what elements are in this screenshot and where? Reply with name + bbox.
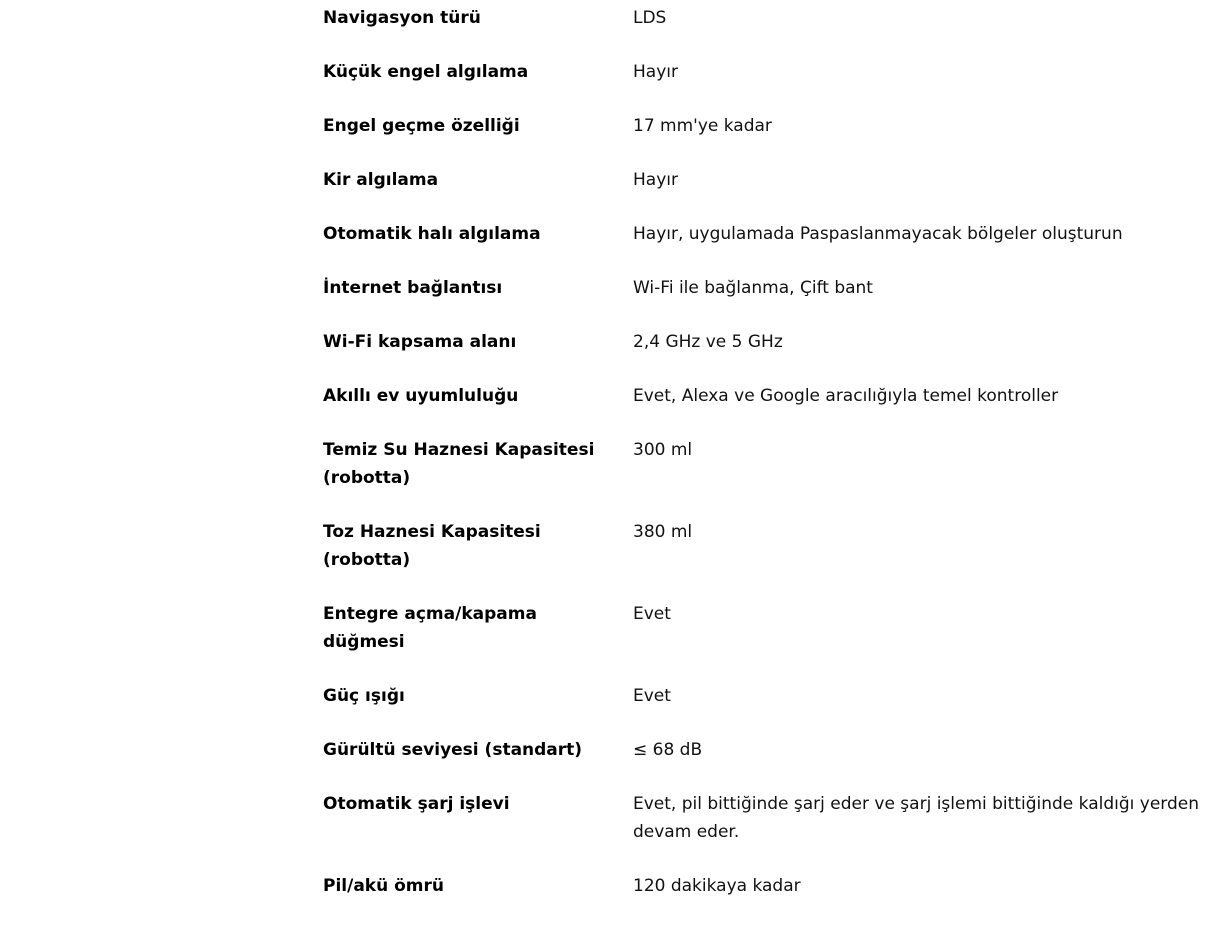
spec-label: Wi-Fi kapsama alanı [323, 332, 517, 352]
spec-value: Evet, Alexa ve Google aracılığıyla temel kontroller [633, 386, 1059, 406]
spec-value: Evet, pil bittiğinde şarj eder ve şarj işlemi bittiğinde kaldığı yerden devam eder. [633, 794, 1200, 842]
spec-label: Gürültü seviyesi (standart) [323, 740, 583, 760]
spec-label: Temiz Su Haznesi Kapasitesi (robotta) [323, 440, 595, 488]
spec-row-wifi-range [323, 328, 1213, 382]
spec-value: 300 ml [633, 440, 693, 460]
spec-label: Otomatik şarj işlevi [323, 794, 510, 814]
spec-value: Hayır [633, 170, 678, 190]
spec-label: Akıllı ev uyumluluğu [323, 386, 519, 406]
spec-value: 2,4 GHz ve 5 GHz [633, 332, 783, 352]
spec-label: Engel geçme özelliği [323, 116, 520, 136]
spec-row-power-button [323, 600, 1213, 682]
spec-label: İnternet bağlantısı [323, 278, 503, 298]
spec-row-navigation-type [323, 4, 1213, 58]
spec-value: Evet [633, 686, 671, 706]
spec-label: Navigasyon türü [323, 8, 481, 28]
spec-value: 120 dakikaya kadar [633, 876, 801, 896]
spec-value: LDS [633, 8, 667, 28]
spec-row-obstacle-crossing [323, 112, 1213, 166]
spec-row-power-light [323, 682, 1213, 736]
spec-value: Wi-Fi ile bağlanma, Çift bant [633, 278, 873, 298]
spec-row-dust-bin [323, 518, 1213, 600]
spec-label: Küçük engel algılama [323, 62, 529, 82]
spec-row-water-tank [323, 436, 1213, 518]
spec-row-internet-connection [323, 274, 1213, 328]
spec-label: Güç ışığı [323, 686, 405, 706]
spec-value: Evet [633, 604, 671, 624]
spec-row-dirt-detection [323, 166, 1213, 220]
spec-row-noise-level [323, 736, 1213, 790]
spec-row-smart-home [323, 382, 1213, 436]
spec-value: ≤ 68 dB [633, 740, 703, 760]
spec-label: Pil/akü ömrü [323, 876, 445, 896]
spec-row-carpet-detection [323, 220, 1213, 274]
spec-row-auto-recharge [323, 790, 1213, 872]
spec-table [323, 4, 1213, 926]
spec-row-battery-life [323, 872, 1213, 926]
spec-label: Toz Haznesi Kapasitesi (robotta) [323, 522, 541, 570]
spec-value: 17 mm'ye kadar [633, 116, 772, 136]
spec-value: Hayır [633, 62, 678, 82]
spec-label: Entegre açma/kapama düğmesi [323, 604, 537, 652]
spec-value: 380 ml [633, 522, 693, 542]
spec-row-small-obstacle-detection [323, 58, 1213, 112]
spec-value: Hayır, uygulamada Paspaslanmayacak bölgeler oluşturun [633, 224, 1123, 244]
spec-label: Kir algılama [323, 170, 439, 190]
spec-label: Otomatik halı algılama [323, 224, 541, 244]
